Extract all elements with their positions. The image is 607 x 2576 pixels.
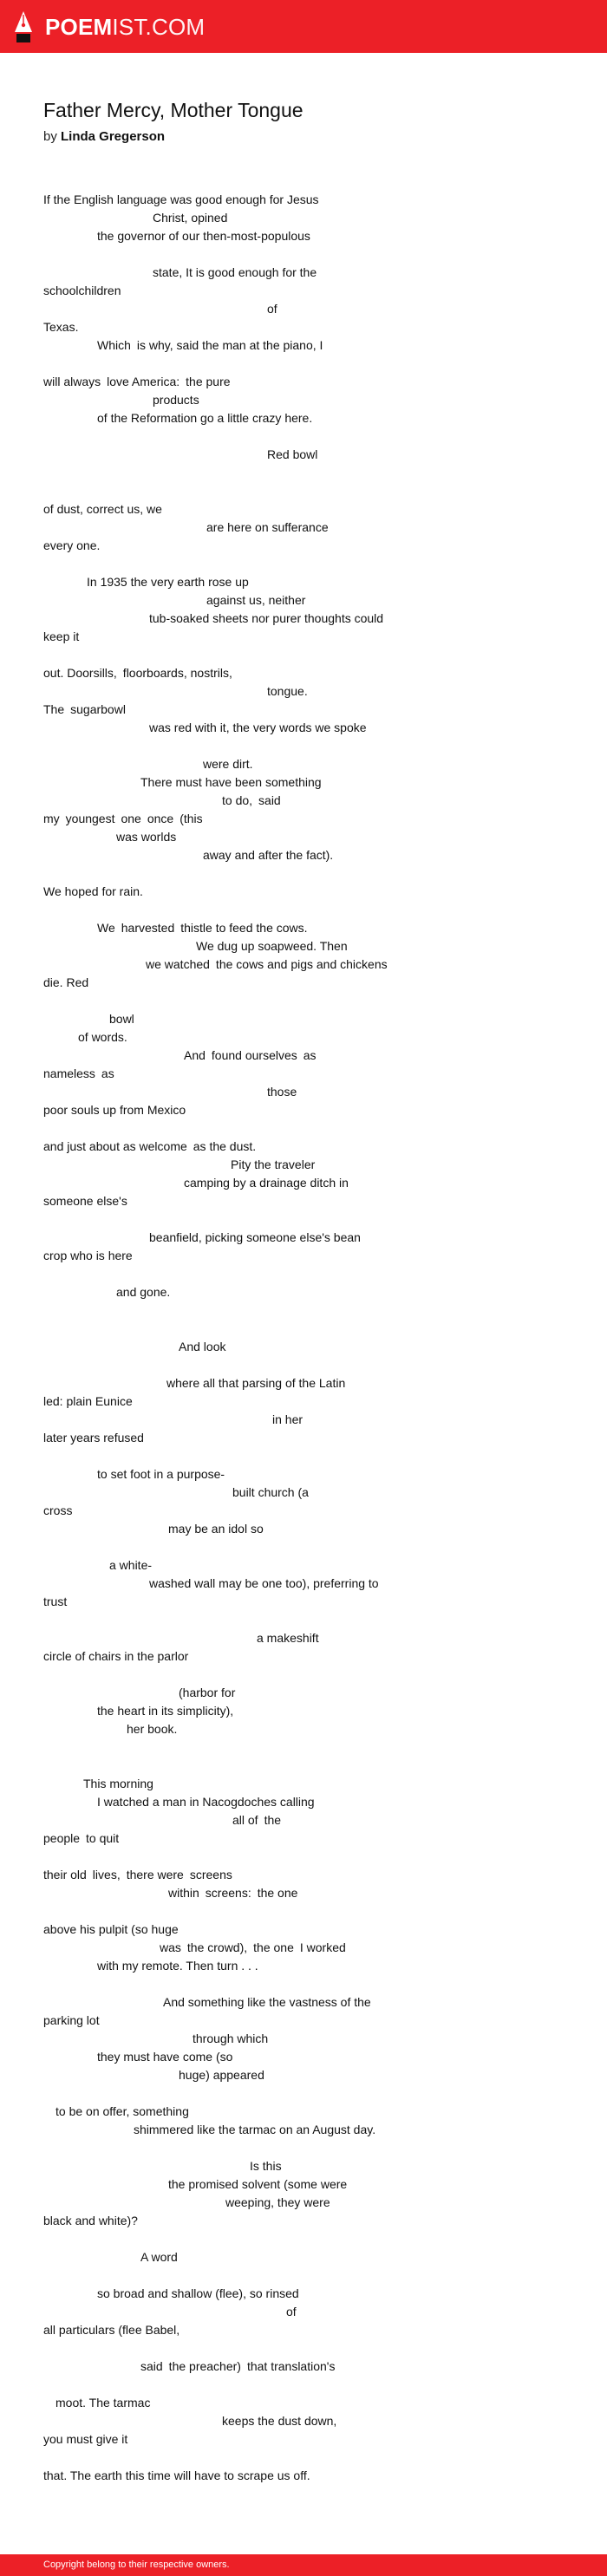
poem-line: We hoped for rain. xyxy=(43,884,143,898)
poem-line: within screens: the one xyxy=(168,1886,298,1900)
poem-line: against us, neither xyxy=(206,593,306,607)
poem-line: And found ourselves as xyxy=(184,1048,317,1062)
poem-line: the promised solvent (some were xyxy=(168,2177,348,2191)
poem-line: all particulars (flee Babel, xyxy=(43,2323,180,2337)
brand-name-light: IST.COM xyxy=(112,14,206,40)
poem-line: were dirt. xyxy=(203,757,253,771)
poem-line: their old lives, there were screens xyxy=(43,1868,232,1881)
poem-line: are here on sufferance xyxy=(206,520,329,534)
poem-line: out. Doorsills, floorboards, nostrils, xyxy=(43,666,232,680)
poem-line: keeps the dust down, xyxy=(222,2414,337,2428)
poem-line: (harbor for xyxy=(179,1686,236,1699)
poem-line: schoolchildren xyxy=(43,284,121,297)
poem-line: There must have been something xyxy=(140,775,322,789)
poem-line: with my remote. Then turn . . . xyxy=(97,1959,258,1973)
poem-line: my youngest one once (this xyxy=(43,812,203,825)
poem-line: poor souls up from Mexico xyxy=(43,1103,186,1117)
poem-line: the heart in its simplicity), xyxy=(97,1704,234,1718)
poem-line: weeping, they were xyxy=(225,2195,330,2209)
poem-line: we watched the cows and pigs and chickens xyxy=(146,957,388,971)
poem-line: of xyxy=(286,2305,297,2318)
poem-line: keep it xyxy=(43,629,80,643)
poem-line: tub-soaked sheets nor purer thoughts could xyxy=(149,611,384,625)
poem-line: Texas. xyxy=(43,320,79,334)
poem-line: people to quit xyxy=(43,1831,120,1845)
poem-line: huge) appeared xyxy=(179,2068,264,2082)
poem-line: shimmered like the tarmac on an August day. xyxy=(134,2123,376,2136)
poem-line: of xyxy=(267,302,277,316)
poem-line: crop who is here xyxy=(43,1249,133,1262)
poem-line: We dug up soapweed. Then xyxy=(196,939,348,953)
poem-line: led: plain Eunice xyxy=(43,1394,133,1408)
poem-line: I watched a man in Nacogdoches calling xyxy=(97,1795,315,1809)
poem-line: And look xyxy=(179,1340,226,1353)
poem-line: the governor of our then-most-populous xyxy=(97,229,310,243)
site-logo[interactable] xyxy=(45,11,205,42)
byline-prefix: by xyxy=(43,129,62,144)
poem-line: This morning xyxy=(83,1777,153,1790)
site-footer xyxy=(0,2554,607,2576)
poem-byline xyxy=(43,129,165,144)
poem-line: of dust, correct us, we xyxy=(43,502,162,516)
poem-line: We harvested thistle to feed the cows. xyxy=(97,921,308,935)
poem-line: where all that parsing of the Latin xyxy=(166,1376,346,1390)
poem-line: was worlds xyxy=(116,830,177,844)
poem-line: and gone. xyxy=(116,1285,171,1299)
poem-line: her book. xyxy=(127,1722,178,1736)
poem-line: through which xyxy=(193,2031,269,2045)
poem-line: camping by a drainage ditch in xyxy=(184,1176,349,1190)
poem-line: away and after the fact). xyxy=(203,848,334,862)
poem-line: parking lot xyxy=(43,2013,100,2027)
poem-line: in her xyxy=(272,1412,304,1426)
author-link[interactable]: Linda Gregerson xyxy=(61,129,166,144)
poem-line: was the crowd), the one I worked xyxy=(160,1940,346,1954)
copyright-text: Copyright belong to their respective owners. xyxy=(43,2560,230,2570)
poem-line: to set foot in a purpose- xyxy=(97,1467,225,1481)
poem-line: a makeshift xyxy=(257,1631,319,1645)
poem-line: and just about as welcome as the dust. xyxy=(43,1139,257,1153)
poem-line: built church (a xyxy=(232,1485,309,1499)
poem-line: you must give it xyxy=(43,2432,128,2446)
poem-line: those xyxy=(267,1085,297,1099)
poem-line: cross xyxy=(43,1503,73,1517)
poem-line: was red with it, the very words we spoke xyxy=(149,721,367,734)
poem-line: In 1935 the very earth rose up xyxy=(87,575,249,589)
poem-line: later years refused xyxy=(43,1431,144,1445)
poem-line: washed wall may be one too), preferring to xyxy=(149,1576,379,1590)
poem-line: nameless as xyxy=(43,1066,114,1080)
poem-line: may be an idol so xyxy=(168,1522,264,1536)
poem-line: moot. The tarmac xyxy=(55,2396,151,2410)
poem-line: The sugarbowl xyxy=(43,702,126,716)
poem-title: Father Mercy, Mother Tongue xyxy=(43,99,304,121)
poem-line: black and white)? xyxy=(43,2214,138,2227)
poem-line: state, It is good enough for the xyxy=(153,265,317,279)
poem-line: that. The earth this time will have to scrape us off. xyxy=(43,2468,310,2482)
poem-line: beanfield, picking someone else's bean xyxy=(149,1230,361,1244)
poem-line: said the preacher) that translation's xyxy=(140,2359,336,2373)
poem-line: If the English language was good enough for Jesus xyxy=(43,192,319,206)
pen-nib-icon[interactable] xyxy=(14,10,33,43)
poem-line: so broad and shallow (flee), so rinsed xyxy=(97,2286,299,2300)
poem-line: all of the xyxy=(232,1813,282,1827)
poem-line: Is this xyxy=(250,2159,282,2173)
poem-line: someone else's xyxy=(43,1194,127,1208)
poem-line: bowl xyxy=(109,1012,134,1026)
poem-line: products xyxy=(153,393,199,407)
poem-line: A word xyxy=(140,2250,178,2264)
brand-name-strong: POEM xyxy=(45,14,113,40)
poem-line: trust xyxy=(43,1595,68,1608)
poem-line: a white- xyxy=(109,1558,153,1572)
poem-line: of the Reformation go a little crazy here. xyxy=(97,411,313,425)
site-header xyxy=(0,0,607,53)
poem-line: every one. xyxy=(43,538,101,552)
poem-line: die. Red xyxy=(43,975,89,989)
poem-line: will always love America: the pure xyxy=(43,375,231,388)
poem-line: circle of chairs in the parlor xyxy=(43,1649,189,1663)
poem-line: they must have come (so xyxy=(97,2050,233,2064)
poem-line: to be on offer, something xyxy=(55,2104,189,2118)
poem-line: Christ, opined xyxy=(153,211,228,225)
poem-line: to do, said xyxy=(222,793,281,807)
poem-line: of words. xyxy=(78,1030,127,1044)
poem-line: Red bowl xyxy=(267,447,318,461)
poem-line: above his pulpit (so huge xyxy=(43,1922,179,1936)
poem-line: tongue. xyxy=(267,684,308,698)
poem-line: Pity the traveler xyxy=(231,1158,316,1171)
poem-line: Which is why, said the man at the piano, I xyxy=(97,338,323,352)
poem-line: And something like the vastness of the xyxy=(163,1995,371,2009)
